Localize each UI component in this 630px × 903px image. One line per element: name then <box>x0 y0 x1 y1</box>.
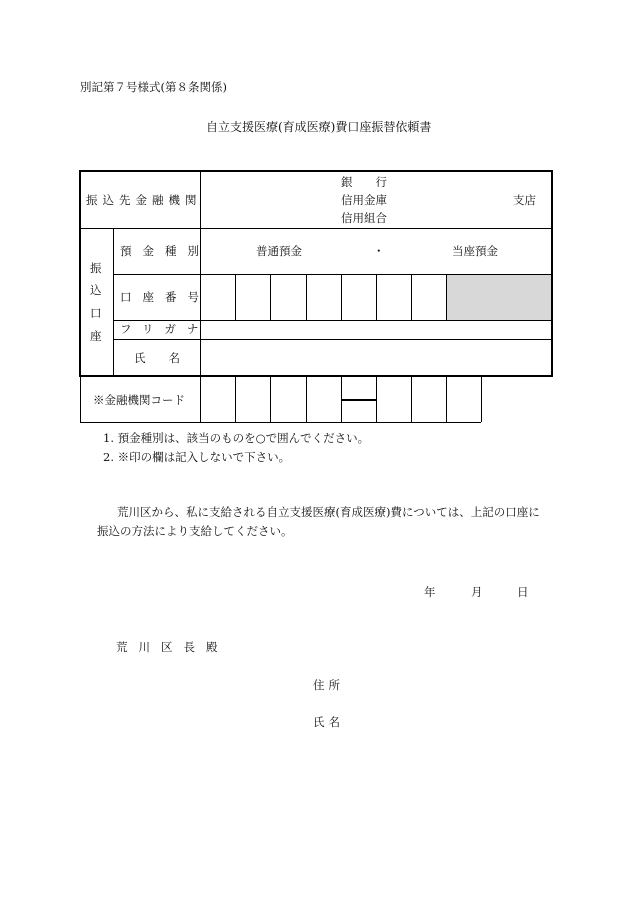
bank-code-label: ※金融機関コード <box>93 393 185 407</box>
account-group-char-4: 座 <box>90 329 102 343</box>
address-label: 住所 <box>313 678 344 692</box>
furigana-label: フリガナ <box>120 322 210 336</box>
account-group-char-3: 口 <box>90 306 102 320</box>
date-day: 日 <box>517 585 529 599</box>
deposit-type-label: 預金種別 <box>120 244 210 258</box>
bank-type-shinkin: 信用金庫 <box>341 193 387 207</box>
account-group-char-1: 振 <box>90 261 102 275</box>
date-month: 月 <box>471 585 483 599</box>
body-line-1: 荒川区から、私に支給される自立支援医療(育成医療)費については、上記の口座に <box>117 505 540 519</box>
date-year: 年 <box>424 585 436 599</box>
bank-label: 振込先金融機関 <box>86 193 202 207</box>
note-1: 1. 預金種別は、該当のものを○で囲んでください。 <box>103 431 370 445</box>
branch-label: 支店 <box>513 193 536 207</box>
bank-type-bank: 銀 行 <box>341 175 387 189</box>
signature-label: 氏名 <box>313 715 344 729</box>
name-label: 氏 名 <box>134 351 180 365</box>
account-number-label: 口座番号 <box>120 290 210 304</box>
document-title: 自立支援医療(育成医療)費口座振替依頼書 <box>206 120 432 134</box>
shaded-cell <box>447 275 551 320</box>
note-2: 2. ※印の欄は記入しないで下さい。 <box>103 450 291 464</box>
account-group-char-2: 込 <box>90 283 102 297</box>
form-number: 別記第７号様式(第８条関係) <box>80 80 227 94</box>
code-separator <box>341 399 376 401</box>
deposit-separator: ・ <box>373 244 385 258</box>
deposit-ordinary: 普通預金 <box>256 244 302 258</box>
body-line-2: 振込の方法により支給してください。 <box>97 524 293 538</box>
deposit-current: 当座預金 <box>452 244 498 258</box>
bank-type-kumiai: 信用組合 <box>341 211 387 225</box>
addressee: 荒川区長殿 <box>116 640 229 654</box>
